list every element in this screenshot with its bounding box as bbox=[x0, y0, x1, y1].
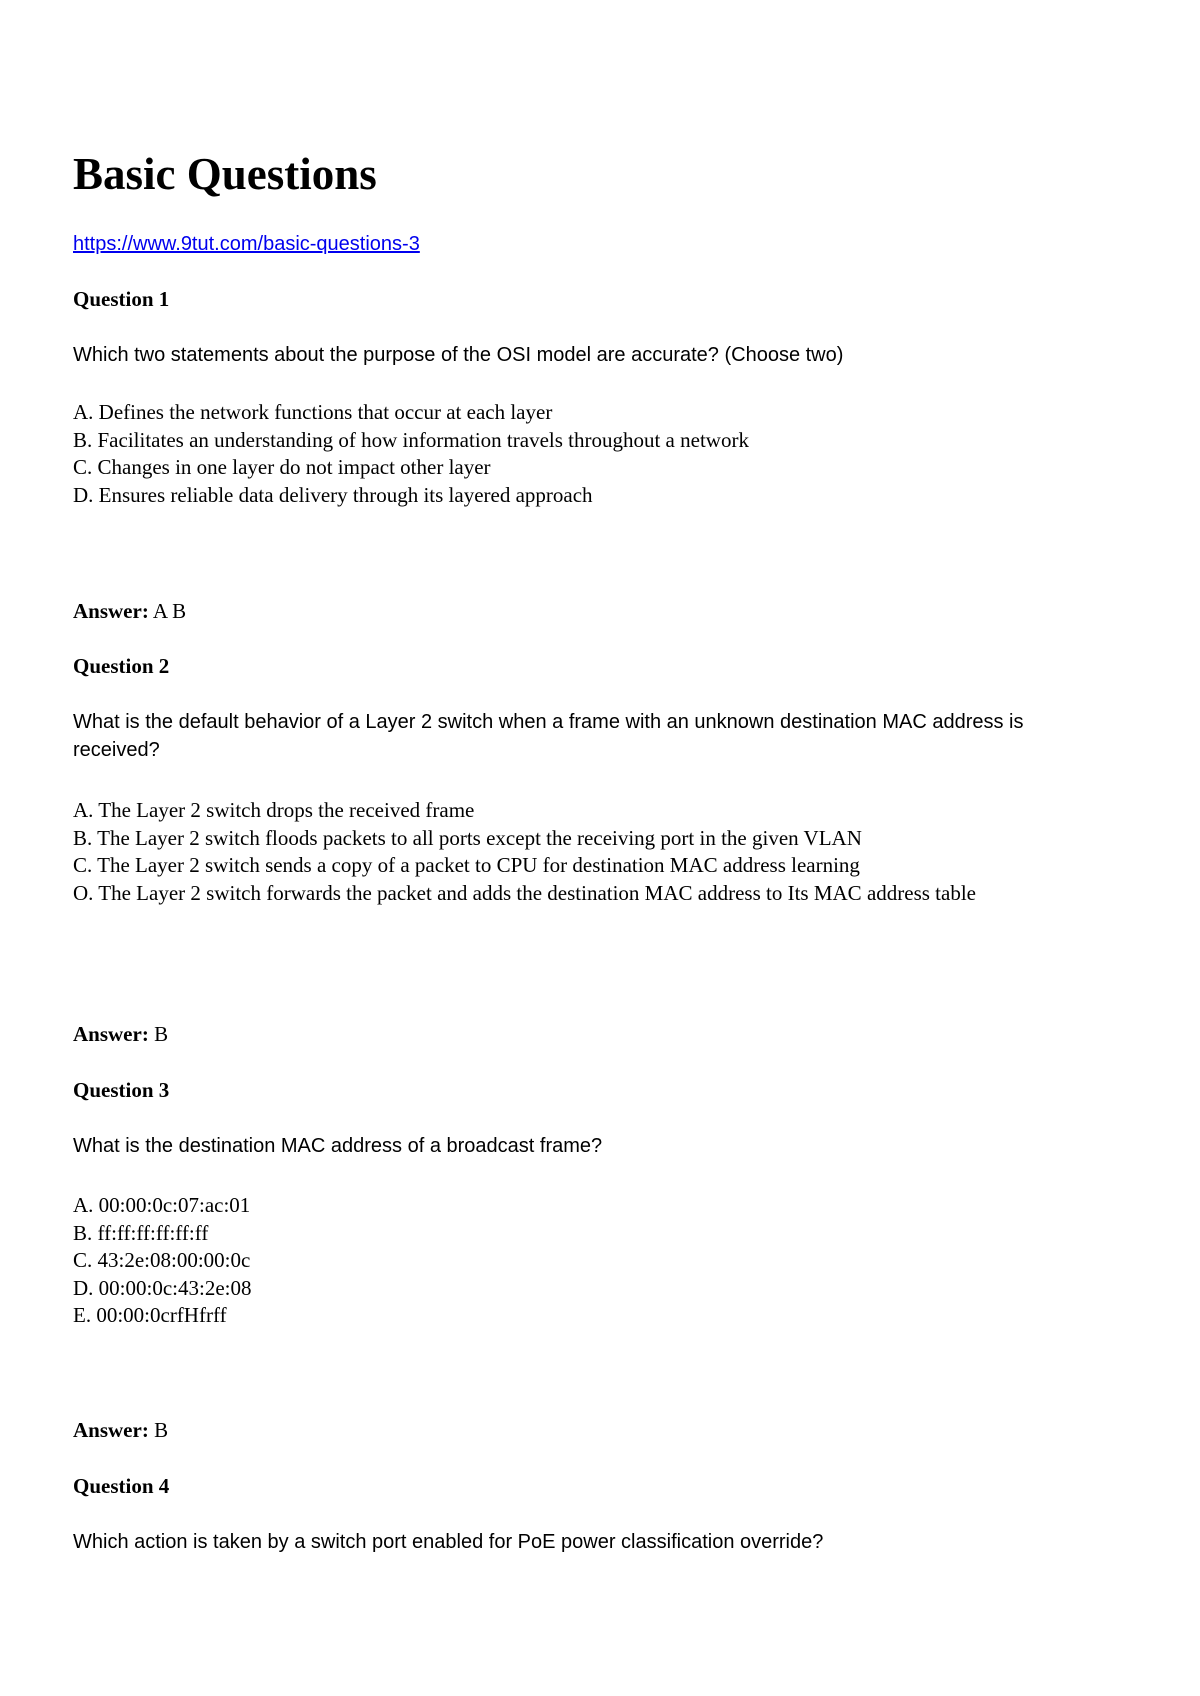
answer-label: Answer: bbox=[73, 1418, 149, 1442]
question-1-options bbox=[73, 399, 1073, 509]
question-3-option-b: B. ff:ff:ff:ff:ff:ff bbox=[73, 1220, 209, 1245]
answer-value: B bbox=[154, 1022, 169, 1046]
page-title: Basic Questions bbox=[73, 149, 377, 199]
question-3-option-e: E. 00:00:0crfHfrff bbox=[73, 1303, 227, 1327]
question-1-heading: Question 1 bbox=[73, 287, 170, 311]
answer-value: A B bbox=[152, 599, 187, 623]
question-1-option-d: D. Ensures reliable data delivery through its layered approach bbox=[73, 482, 593, 507]
question-4-heading: Question 4 bbox=[73, 1474, 170, 1498]
question-3-option-a: A. 00:00:0c:07:ac:01 bbox=[73, 1193, 251, 1217]
question-1-option-c: C. Changes in one layer do not impact other layer bbox=[73, 455, 491, 479]
question-2-heading: Question 2 bbox=[73, 654, 170, 678]
question-3-answer bbox=[73, 1417, 168, 1443]
question-2-answer bbox=[73, 1021, 168, 1047]
question-3-options bbox=[73, 1192, 1073, 1330]
question-2-option-b: B. The Layer 2 switch floods packets to all ports except the receiving port in the given VLAN bbox=[73, 825, 862, 850]
question-4-text: Which action is taken by a switch port enabled for PoE power classification override? bbox=[73, 1531, 824, 1553]
question-2-text: What is the default behavior of a Layer 2 switch when a frame with an unknown destination MAC address is received? bbox=[73, 711, 1024, 761]
question-2-option-d: O. The Layer 2 switch forwards the packet and adds the destination MAC address to Its MAC address table bbox=[73, 880, 976, 905]
question-3-heading: Question 3 bbox=[73, 1078, 170, 1102]
question-2-option-c: C. The Layer 2 switch sends a copy of a packet to CPU for destination MAC address learning bbox=[73, 853, 860, 877]
question-2-option-a: A. The Layer 2 switch drops the received frame bbox=[73, 798, 475, 822]
question-1-option-a: A. Defines the network functions that occur at each layer bbox=[73, 400, 553, 424]
answer-label: Answer: bbox=[73, 599, 149, 623]
question-3-option-d: D. 00:00:0c:43:2e:08 bbox=[73, 1275, 252, 1300]
source-link[interactable]: https://www.9tut.com/basic-questions-3 bbox=[73, 233, 420, 255]
question-1-answer bbox=[73, 598, 186, 624]
question-3-option-c: C. 43:2e:08:00:00:0c bbox=[73, 1248, 251, 1272]
answer-label: Answer: bbox=[73, 1022, 149, 1046]
question-1-text: Which two statements about the purpose of the OSI model are accurate? (Choose two) bbox=[73, 344, 844, 366]
question-3-text: What is the destination MAC address of a broadcast frame? bbox=[73, 1135, 603, 1157]
answer-value: B bbox=[154, 1418, 169, 1442]
question-2-options bbox=[73, 797, 1073, 907]
question-1-option-b: B. Facilitates an understanding of how information travels throughout a network bbox=[73, 427, 749, 452]
